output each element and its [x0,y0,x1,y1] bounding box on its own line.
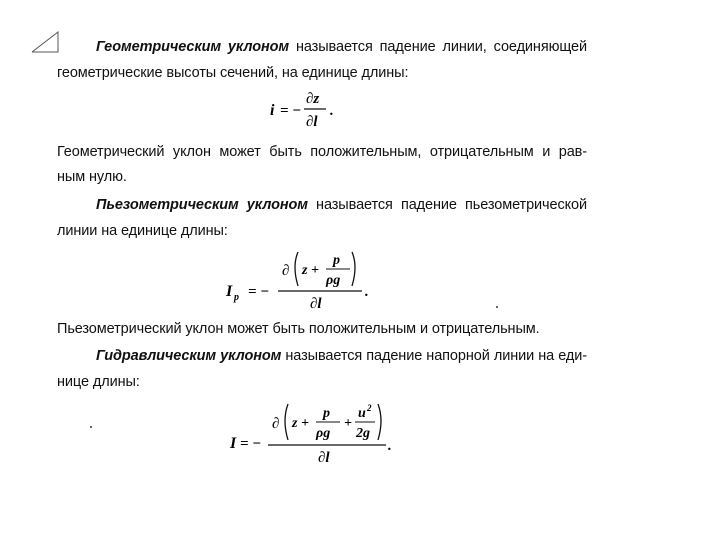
f1-eq: = − [280,103,302,119]
f2-partial: ∂ [282,263,290,279]
f3-lhs: I [230,435,237,452]
paragraph-5-line-2: нице длины: [57,374,140,390]
paragraph-1-line-1 [96,38,587,56]
f2-z: z + [302,263,319,278]
page-corner-icon [30,30,62,54]
f3-rhog: ρg [316,426,331,441]
term-hydraulic-slope: Гидравлическим уклоном [96,348,282,364]
paragraph-5-text: называется падение напорной линии на еди- [281,348,587,364]
formula-hydraulic-slope [226,400,396,468]
f2-sub: p [234,292,239,303]
term-geometric-slope: Геометрическим уклоном [96,39,290,55]
f2-denominator: ∂l [310,296,322,312]
paragraph-5-line-1 [96,347,587,365]
paragraph-3-text: называется падение пьезометрической [307,197,587,213]
f3-partial: ∂ [272,416,280,432]
f3-z: z + [292,416,309,431]
paragraph-2-line-1: Геометрический уклон может быть положительным, отрицательным и рав- [57,144,587,160]
scan-speck [90,426,92,428]
formula-piezometric-slope [222,244,372,312]
f1-numerator: ∂z [306,91,320,107]
f3-square: 2 [367,403,372,413]
f1-end: . [330,103,334,119]
paragraph-1-text: называется падение линии, соединяющей [289,39,587,55]
f1-denominator: ∂l [306,114,318,130]
f3-twog: 2g [356,426,370,441]
paragraph-2-line-2: ным нулю. [57,169,127,185]
f3-eq: = − [240,436,262,452]
f2-lhs: I [226,283,233,300]
f3-p: p [323,406,330,421]
f3-denominator: ∂l [318,450,330,466]
paragraph-3-line-1 [96,196,587,214]
paragraph-1-line-2: геометрические высоты сечений, на единице длины: [57,65,409,81]
scan-speck [496,306,498,308]
f3-u: u [358,406,366,421]
f2-end: . [365,284,369,300]
paragraph-3-line-2: линии на единице длины: [57,223,228,239]
f1-lhs: i [270,102,275,119]
f2-rhog: ρg [326,273,341,288]
f3-end: . [388,438,392,454]
f2-p: p [333,253,340,268]
f3-plus: + [344,416,352,431]
paragraph-4-line-1: Пьезометрический уклон может быть положительным и отрицательным. [57,321,540,337]
term-piezometric-slope: Пьезометрическим уклоном [96,197,308,213]
formula-geometric-slope [268,88,348,132]
f2-eq: = − [248,284,270,300]
